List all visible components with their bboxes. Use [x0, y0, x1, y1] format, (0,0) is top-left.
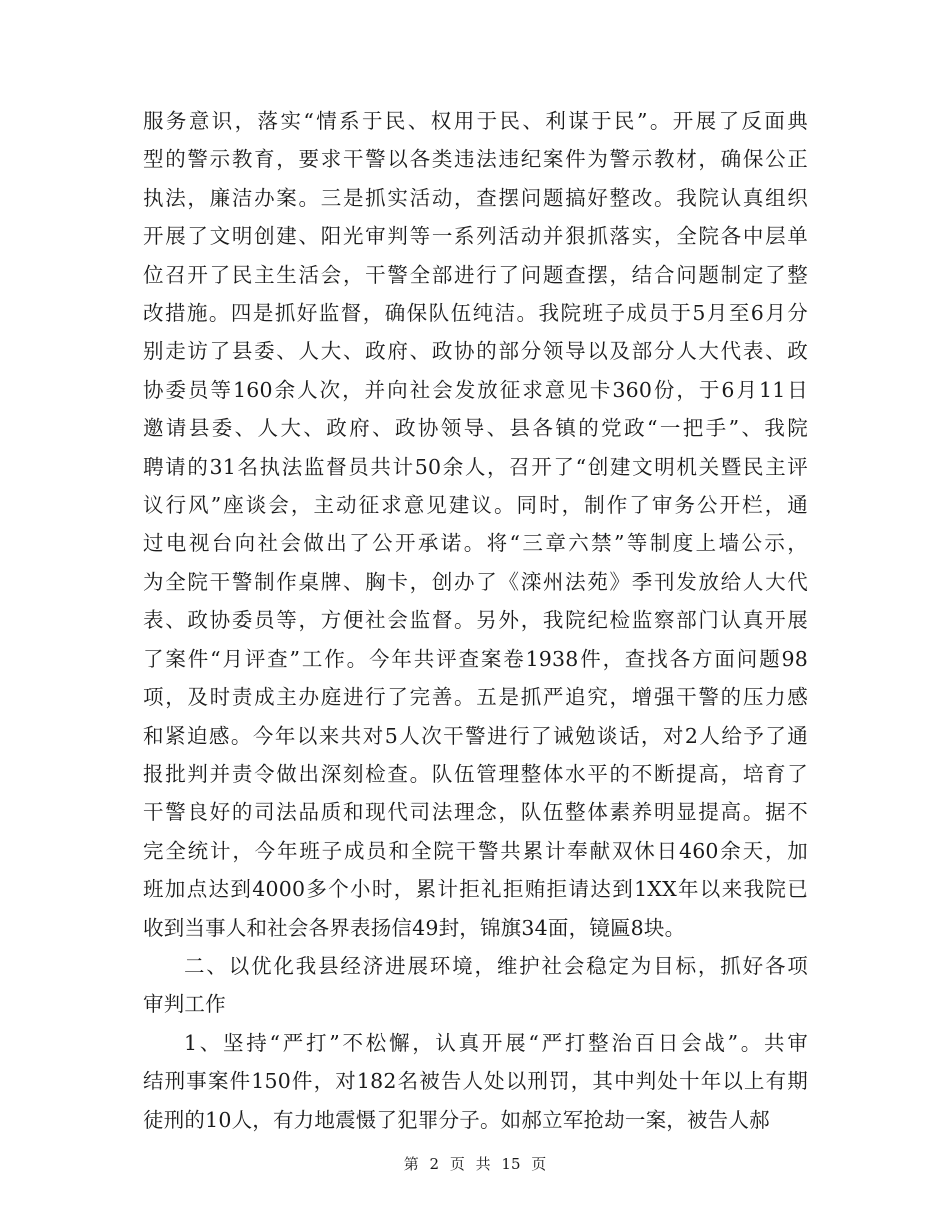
text-line: 改措施。四是抓好监督，确保队伍纯洁。我院班子成员于5月至6月分	[143, 301, 808, 326]
footer-prefix: 第	[403, 1155, 419, 1173]
body-text	[143, 102, 808, 1139]
paragraph	[143, 1024, 808, 1139]
page-footer	[0, 1153, 950, 1174]
text-line: 二、以优化我县经济进展环境，维护社会稳定为目标，抓好各项	[184, 953, 808, 978]
text-line: 服务意识，落实“情系于民、权用于民、利谋于民”。开展了反面典	[143, 109, 808, 133]
text-line: 聘请的31名执法监督员共计50余人，召开了“创建文明机关暨民主评	[143, 454, 808, 479]
text-line: 了案件“月评查”工作。今年共评查案卷1938件，查找各方面问题98	[143, 646, 808, 671]
text-line: 为全院干警制作桌牌、胸卡，创办了《滦州法苑》季刊发放给人大代	[143, 569, 808, 594]
text-line: 项，及时责成主办庭进行了完善。五是抓严追究，增强干警的压力感	[143, 685, 808, 710]
text-line: 完全统计，今年班子成员和全院干警共累计奉献双休日460余天，加	[143, 838, 808, 863]
paragraph	[143, 102, 808, 947]
text-line: 开展了文明创建、阳光审判等一系列活动并狠抓落实，全院各中层单	[143, 224, 808, 249]
text-line: 徒刑的10人，有力地震慑了犯罪分子。如郝立军抢劫一案，被告人郝	[143, 1107, 770, 1132]
text-line: 1、坚持“严打”不松懈，认真开展“严打整治百日会战”。共审	[184, 1030, 808, 1055]
text-line: 别走访了县委、人大、政府、政协的部分领导以及部分人大代表、政	[143, 339, 808, 364]
text-line: 执法，廉洁办案。三是抓实活动，查摆问题搞好整改。我院认真组织	[143, 185, 808, 210]
footer-total-word: 共	[475, 1155, 491, 1173]
text-line: 和紧迫感。今年以来共对5人次干警进行了诫勉谈话，对2人给予了通	[143, 723, 808, 748]
text-line: 协委员等160余人次，并向社会发放征求意见卡360份，于6月11日	[143, 377, 808, 402]
text-line: 议行风”座谈会，主动征求意见建议。同时，制作了审务公开栏，通	[143, 493, 808, 518]
text-line: 邀请县委、人大、政府、政协领导、县各镇的党政“一把手”、我院	[143, 416, 808, 441]
paragraph	[143, 947, 808, 1024]
text-line: 表、政协委员等，方便社会监督。另外，我院纪检监察部门认真开展	[143, 608, 808, 633]
footer-page-word: 页	[449, 1155, 465, 1173]
text-line: 型的警示教育，要求干警以各类违法违纪案件为警示教材，确保公正	[143, 147, 808, 172]
text-line: 审判工作	[143, 992, 226, 1017]
text-line: 过电视台向社会做出了公开承诺。将“三章六禁”等制度上墙公示，	[143, 531, 808, 556]
footer-suffix: 页	[531, 1155, 547, 1173]
footer-total-pages: 15	[501, 1155, 521, 1173]
text-line: 干警良好的司法品质和现代司法理念，队伍整体素养明显提高。据不	[143, 800, 808, 825]
text-line: 结刑事案件150件，对182名被告人处以刑罚，其中判处十年以上有期	[143, 1069, 808, 1094]
text-line: 班加点达到4000多个小时，累计拒礼拒贿拒请达到1XX年以来我院已	[143, 877, 808, 902]
text-line: 收到当事人和社会各界表扬信49封，锦旗34面，镜匾8块。	[143, 915, 686, 940]
text-line: 报批判并责令做出深刻检查。队伍管理整体水平的不断提高，培育了	[143, 761, 808, 786]
footer-current-page: 2	[429, 1155, 440, 1173]
text-line: 位召开了民主生活会，干警全部进行了问题查摆，结合问题制定了整	[143, 262, 808, 287]
